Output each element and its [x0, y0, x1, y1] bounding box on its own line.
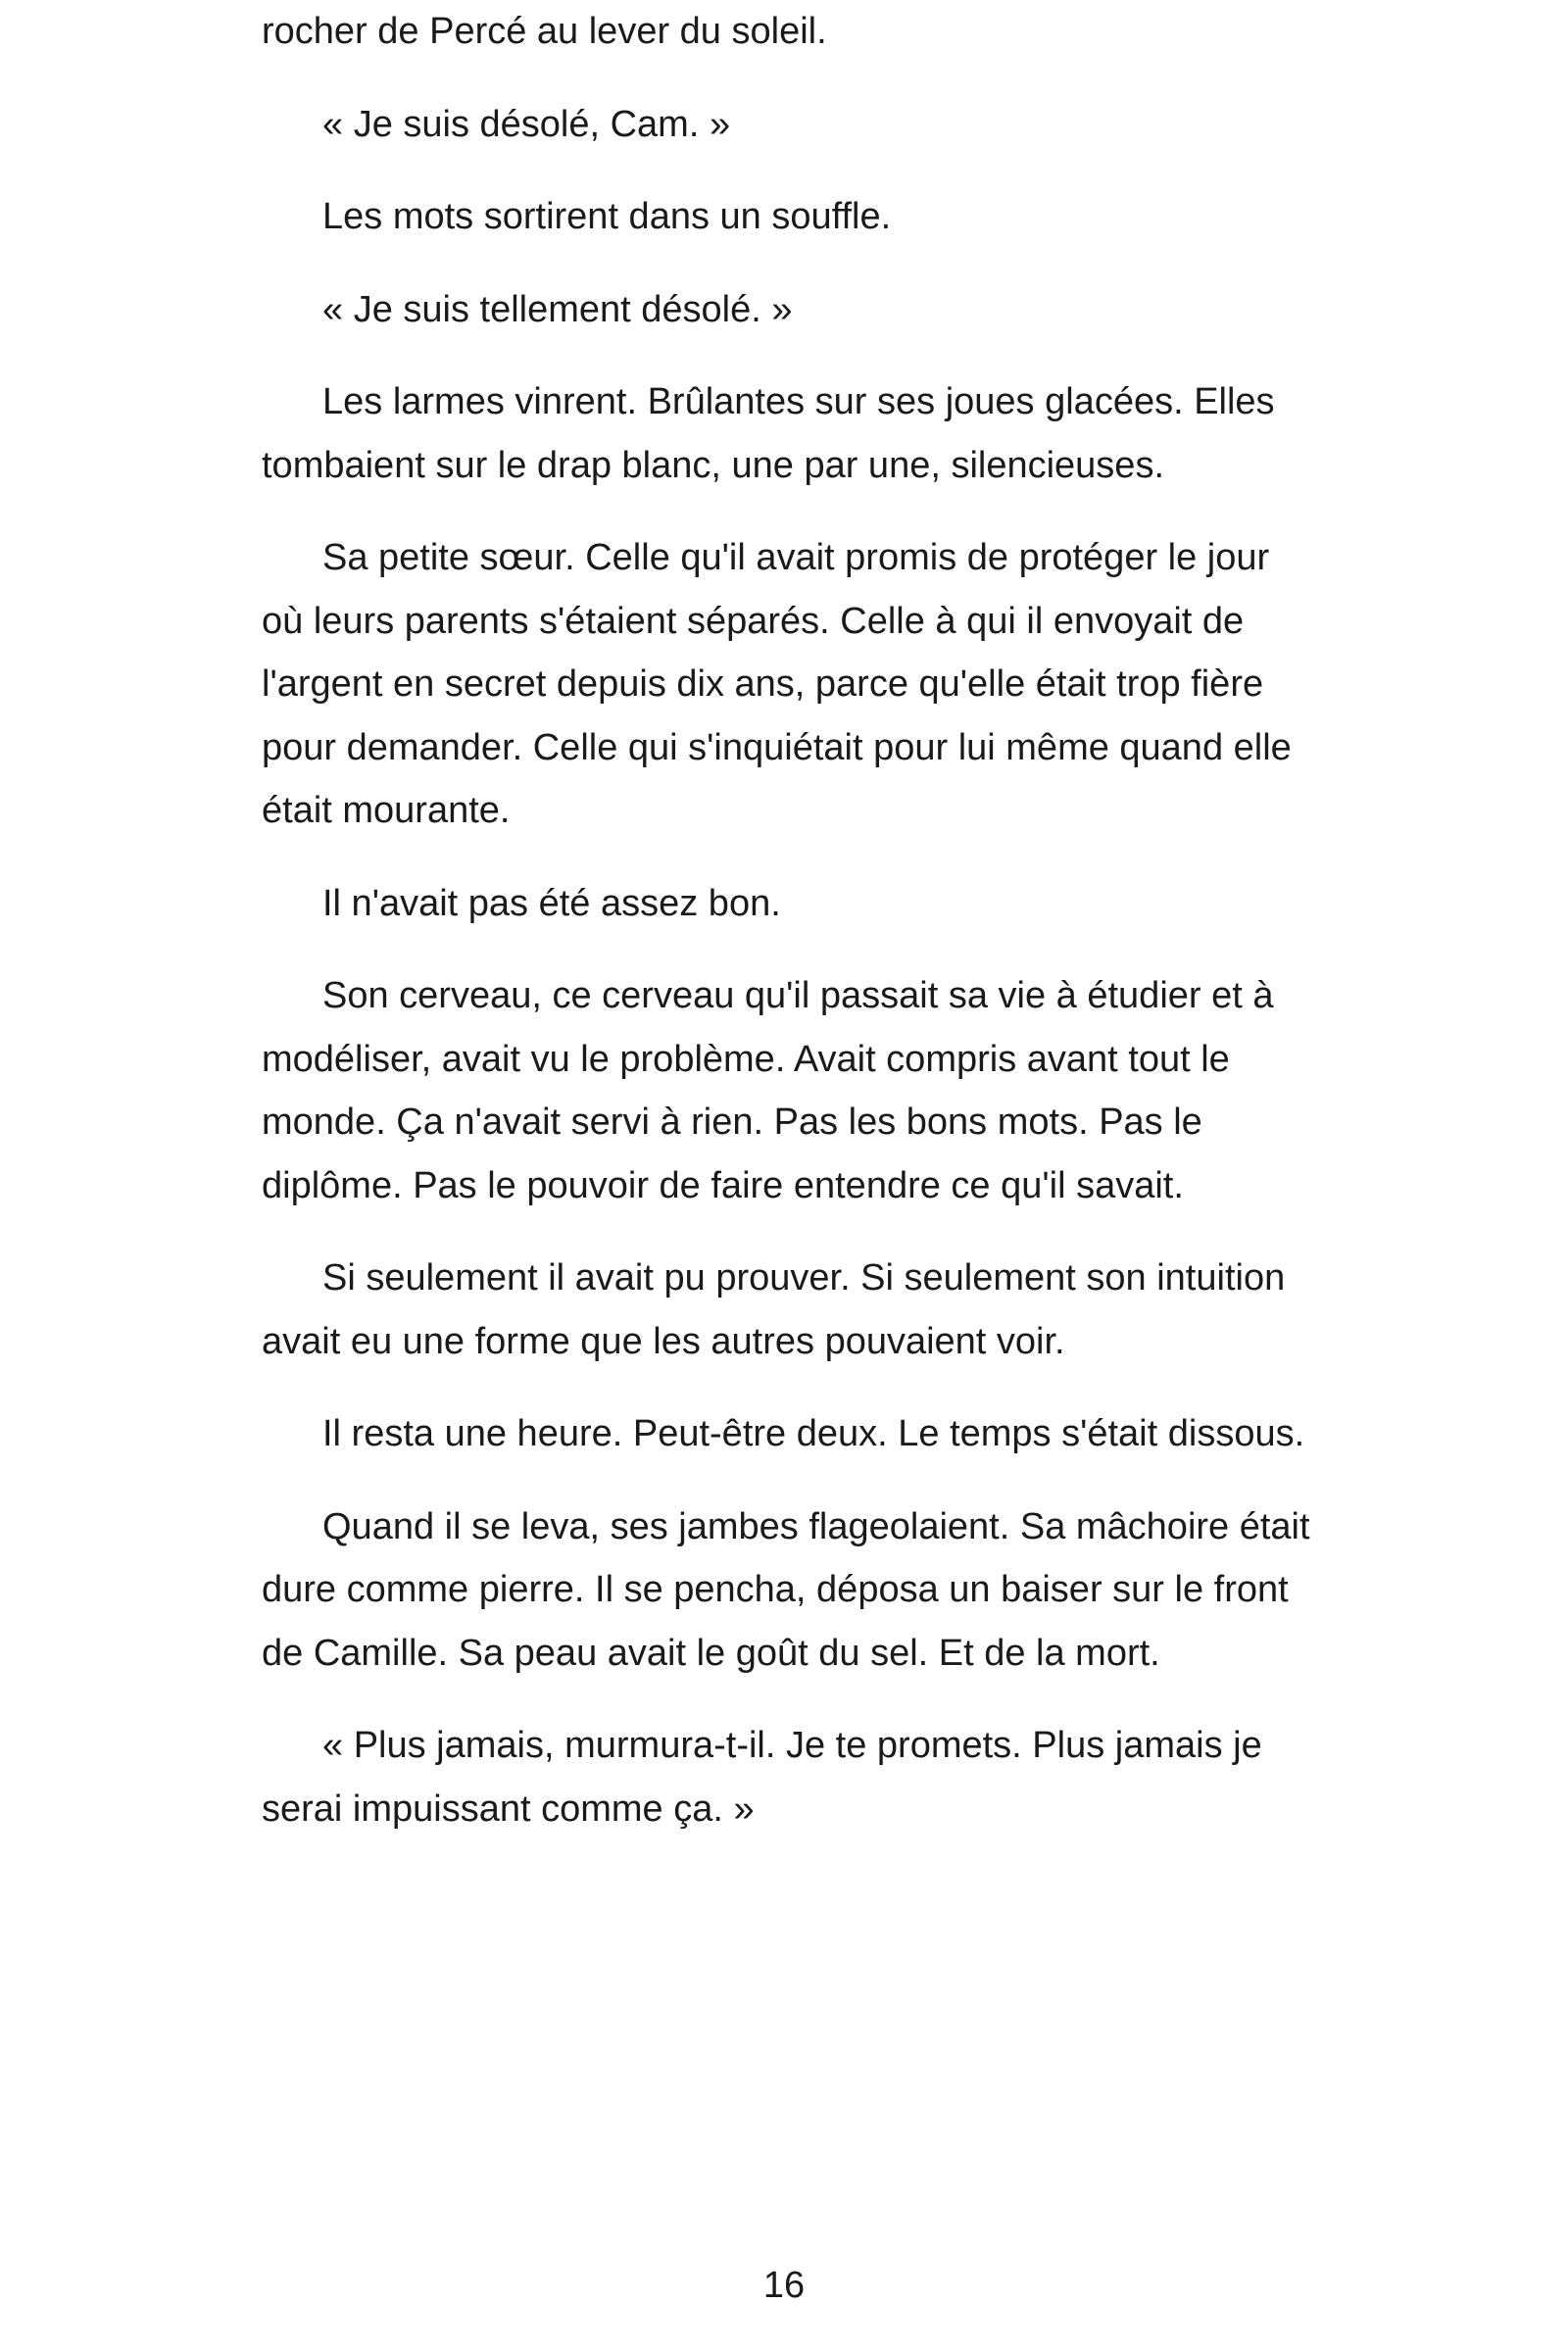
paragraph: Les larmes vinrent. Brûlantes sur ses joues glacées. Elles tombaient sur le drap blanc, une par une, silencieuses. — [262, 381, 1275, 486]
paragraph: Il n'avait pas été assez bon. — [322, 882, 781, 924]
paragraph: Son cerveau, ce cerveau qu'il passait sa vie à étudier et à modéliser, avait vu le problème. Avait compris avant tout le monde. Ça n'avait servi à rien. Pas les bons mots. Pas le diplôme. Pas le pouvoir de faire entendre ce qu'il savait. — [262, 975, 1274, 1206]
paragraph-continued: rocher de Percé au lever du soleil. — [262, 11, 827, 52]
paragraph: « Je suis désolé, Cam. » — [322, 103, 731, 145]
paragraph: Quand il se leva, ses jambes flageolaient. Sa mâchoire était dure comme pierre. Il se pencha, déposa un baiser sur le front de Camille. Sa peau avait le goût du sel. Et de la mort. — [262, 1505, 1310, 1674]
paragraph: « Je suis tellement désolé. » — [322, 288, 793, 330]
paragraph: Si seulement il avait pu prouver. Si seulement son intuition avait eu une forme que les autres pouvaient voir. — [262, 1257, 1286, 1362]
paragraph: Les mots sortirent dans un souffle. — [322, 196, 892, 237]
page-number: 16 — [762, 2265, 806, 2306]
paragraph: Il resta une heure. Peut-être deux. Le temps s'était dissous. — [322, 1413, 1305, 1454]
paragraph: Sa petite sœur. Celle qu'il avait promis de protéger le jour où leurs parents s'étaient séparés. Celle à qui il envoyait de l'argent en secret depuis dix ans, parce qu'elle était trop fière pour demander. Celle qui s'inquiétait pour lui même quand elle était mourante. — [262, 537, 1292, 831]
body-text — [262, 0, 1320, 1870]
paragraph: « Plus jamais, murmura-t-il. Je te promets. Plus jamais je serai impuissant comme ça. » — [262, 1725, 1262, 1830]
